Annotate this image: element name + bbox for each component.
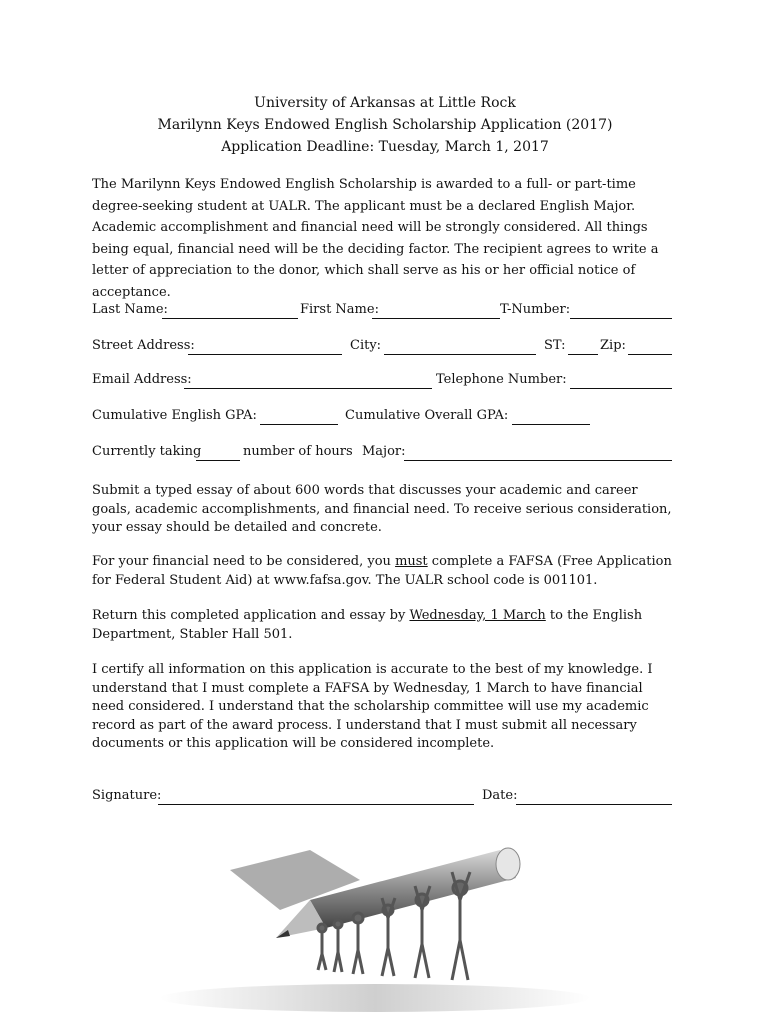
return-date: Wednesday, 1 March — [409, 608, 546, 623]
zip-label: Zip: — [600, 338, 626, 353]
st-label: ST: — [544, 338, 566, 353]
hours-major-row — [92, 444, 682, 464]
st-field[interactable] — [568, 354, 598, 355]
pencil — [230, 848, 520, 938]
major-label: Major: — [362, 444, 406, 459]
zip-field[interactable] — [628, 354, 672, 355]
form-title: Marilynn Keys Endowed English Scholarship Application (2017) — [157, 117, 613, 133]
phone-field[interactable] — [570, 388, 672, 389]
floor-shadow — [160, 984, 590, 1012]
return-text-post: to the English Department, Stabler Hall 501. — [92, 608, 643, 642]
first-name-label: First Name: — [300, 302, 379, 317]
english-gpa-field[interactable] — [260, 424, 338, 425]
return-text-pre: Return this completed application and essay by — [92, 608, 410, 623]
intro-paragraph: The Marilynn Keys Endowed English Scholarship is awarded to a full- or part-time degree-seeking student at UALR. The applicant must be a declared English Major. Academic accomplishment and financial need will be strongly considered. All things being equal, financial need will be the deciding factor. The recipient agrees to write a letter of appreciation to the donor, which shall serve as his or her official notice of acceptance. — [92, 177, 659, 300]
signature-label: Signature: — [92, 788, 162, 803]
city-label: City: — [350, 338, 382, 353]
deadline: Application Deadline: Tuesday, March 1, 2017 — [221, 139, 549, 155]
last-name-field[interactable] — [162, 318, 298, 319]
first-name-field[interactable] — [372, 318, 500, 319]
pencil-illustration — [160, 830, 590, 1020]
email-label: Email Address: — [92, 372, 192, 387]
contact-row — [92, 372, 682, 392]
fafsa-must: must — [395, 554, 428, 569]
overall-gpa-label: Cumulative Overall GPA: — [345, 408, 509, 423]
university-name: University of Arkansas at Little Rock — [254, 95, 516, 111]
street-field[interactable] — [188, 354, 342, 355]
fafsa-text-post: complete a FAFSA (Free Application for Federal Student Aid) at www.fafsa.gov. The UALR school code is 001101. — [92, 554, 672, 588]
city-field[interactable] — [384, 354, 536, 355]
signature-field[interactable] — [158, 804, 474, 805]
name-row — [92, 302, 682, 322]
t-number-label: T-Number: — [500, 302, 571, 317]
email-field[interactable] — [184, 388, 432, 389]
form-header — [0, 92, 770, 158]
hours-field[interactable] — [196, 460, 240, 461]
t-number-field[interactable] — [570, 318, 672, 319]
overall-gpa-field[interactable] — [512, 424, 590, 425]
signature-row — [92, 788, 682, 808]
major-field[interactable] — [404, 460, 672, 461]
english-gpa-label: Cumulative English GPA: — [92, 408, 257, 423]
currently-taking-label: Currently taking — [92, 444, 202, 459]
return-paragraph — [92, 607, 678, 644]
street-label: Street Address: — [92, 338, 195, 353]
date-field[interactable] — [516, 804, 672, 805]
fafsa-text-pre: For your financial need to be considered, you — [92, 554, 396, 569]
certification-paragraph: I certify all information on this application is accurate to the best of my knowledge. I understand that I must complete a FAFSA by Wednesday, 1 March to have financial need considered. I understand that the scholarship committee will use my academic record as part of the award process. I understand that I must submit all necessary documents or this application will be considered incomplete. — [92, 662, 653, 751]
date-label: Date: — [482, 788, 518, 803]
hours-label: number of hours — [243, 444, 353, 459]
gpa-row — [92, 408, 682, 428]
fafsa-paragraph — [92, 553, 678, 590]
address-row — [92, 338, 682, 358]
phone-label: Telephone Number: — [436, 372, 567, 387]
essay-instructions: Submit a typed essay of about 600 words that discusses your academic and career goals, academic accomplishments, and financial need. To receive serious consideration, your essay should be detailed and concrete. — [92, 483, 672, 535]
last-name-label: Last Name: — [92, 302, 168, 317]
